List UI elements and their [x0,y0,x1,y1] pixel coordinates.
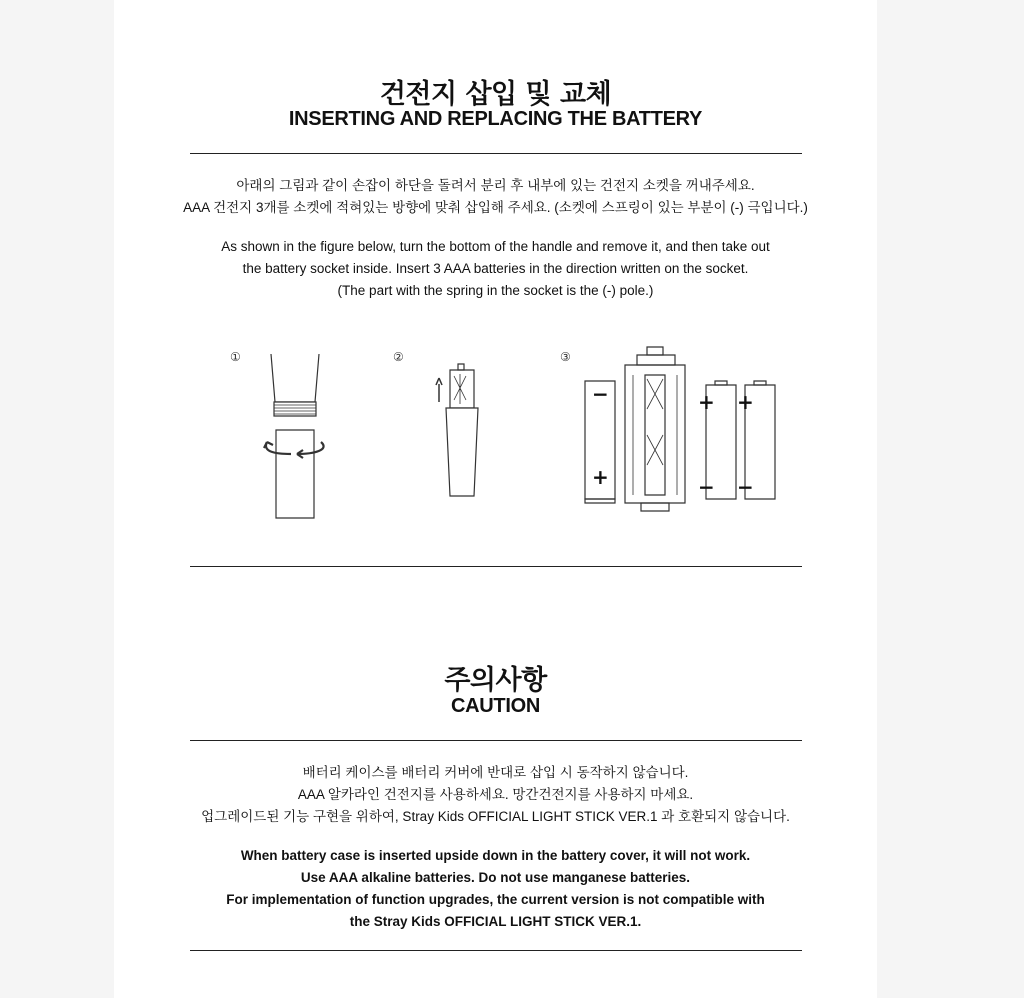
insert-title-en: INSERTING AND REPLACING THE BATTERY [288,108,703,130]
insert-title-ko: 건전지 삽입 및 교체 [379,79,612,110]
instructions-ko [114,175,877,219]
divider [190,566,802,567]
instruction-en-line: As shown in the figure below, turn the bottom of the handle and remove it, and then take out [221,239,770,254]
step-2-number: ② [393,350,404,364]
step-1-number: ① [230,350,241,364]
divider [190,153,802,154]
caution-title-en: CAUTION [450,695,540,717]
caution-notes-ko [114,762,877,828]
caution-en-line: the Stray Kids OFFICIAL LIGHT STICK VER.1. [349,914,642,929]
handle-upper-body [271,354,319,402]
instructions-en [114,236,877,302]
caution-notes-en [114,845,877,933]
caution-ko-line: AAA 알카라인 건전지를 사용하세요. 망간건전지를 사용하지 마세요. [297,787,694,802]
instruction-en-line: the battery socket inside. Insert 3 AAA batteries in the direction written on the socket. [242,261,749,276]
caution-ko-line: 배터리 케이스를 배터리 커버에 반대로 삽입 시 동작하지 않습니다. [302,765,689,780]
up-arrow-icon [436,378,442,402]
caution-en-line: Use AAA alkaline batteries. Do not use manganese batteries. [300,870,691,885]
step-3-number: ③ [560,350,571,364]
socket-removal-illustration [426,362,486,502]
caution-title-ko: 주의사항 [444,665,547,696]
caution-en-line: When battery case is inserted upside down in the battery cover, it will not work. [240,848,751,863]
divider [190,950,802,951]
plus-icon: + [698,390,715,414]
plus-icon: + [592,465,609,489]
manual-page [114,0,877,998]
plus-icon: + [737,390,754,414]
caution-en-line: For implementation of function upgrades, the current version is not compatible with [226,892,765,907]
caution-ko-line: 업그레이드된 기능 구현을 위하여, Stray Kids OFFICIAL LIGHT STICK VER.1 과 호환되지 않습니다. [201,809,790,824]
minus-icon: − [592,382,609,406]
handle-bottom [446,408,478,496]
minus-icon: − [698,475,715,499]
handle-bottom-cap [276,430,314,518]
handle-twist-illustration [254,352,334,522]
battery-socket [625,365,685,503]
instruction-ko-line: 아래의 그림과 같이 손잡이 하단을 돌려서 분리 후 내부에 있는 건전지 소켓을 꺼내주세요. [236,178,755,193]
divider [190,740,802,741]
instruction-ko-line: AAA 건전지 3개를 소켓에 적혀있는 방향에 맞춰 삽입해 주세요. (소켓에 스프링이 있는 부분이 (-) 극입니다.) [183,200,808,215]
socket-top [647,347,663,355]
instruction-en-line: (The part with the spring in the socket is the (-) pole.) [337,283,654,298]
minus-icon: − [737,475,754,499]
